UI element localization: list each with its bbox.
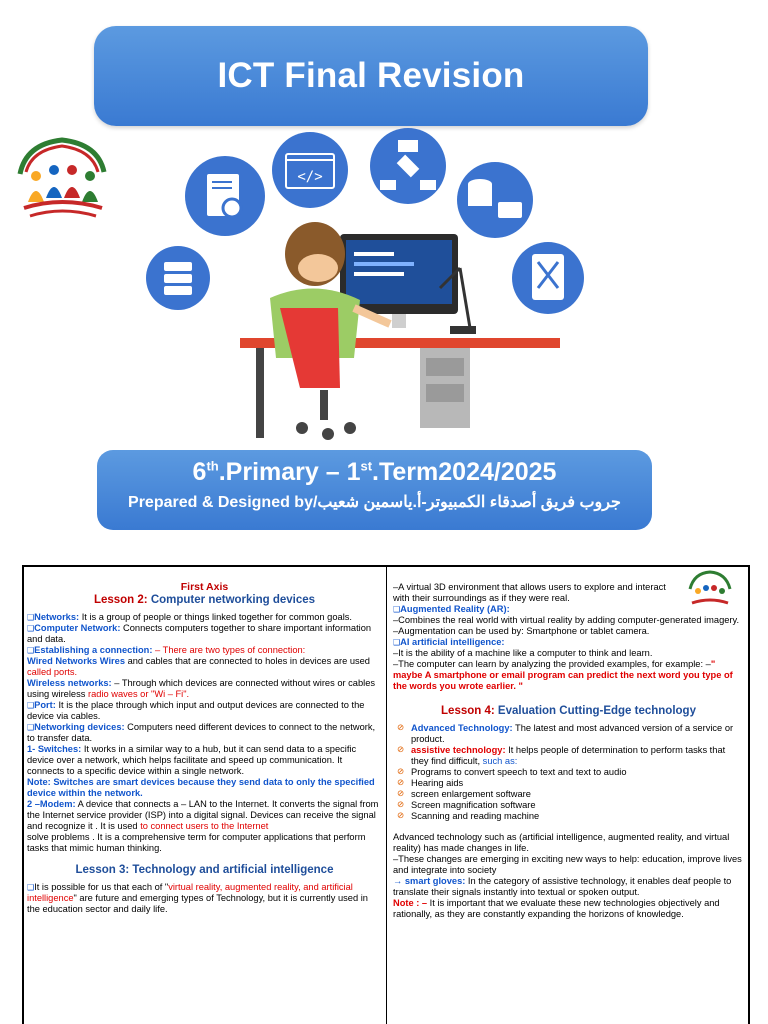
title-banner <box>94 26 648 126</box>
database-icon <box>457 162 533 238</box>
computer-network-def: ❑Computer Network: Connects computers together to share important information and data. <box>27 623 372 644</box>
ai-term: ❑AI artificial intelligence: <box>393 637 505 647</box>
evaluation-note: Note : – It is important that we evaluate these new technologies objectively and rationally, as they are constantly expanding the horizons of knowledge. <box>393 898 720 919</box>
assistive-tech-item: ⊘ assistive technology: It helps people of determination to perform tasks that they find difficult, such as: <box>397 745 726 766</box>
checkbox-bullet-icon: ❑ <box>27 646 35 655</box>
modem-def: 2 –Modem: A device that connects a – LAN to the Internet. It converts the signal from the Internet service provider (ISP) into a digital signal. Devices can receive the signal and recognize it . It is used to connect users to the Internet <box>27 799 379 831</box>
ai-def2: –The computer can learn by analyzing the provided examples, for example: –" maybe A smartphone or email program can predict the next word you type of the words you wrote earlier. " <box>393 659 733 691</box>
checkbox-bullet-icon: ❑ <box>27 624 35 633</box>
bullet-icon: ⊘ <box>397 723 405 733</box>
lesson4-number: Lesson 4: <box>441 705 495 717</box>
ar-def2: –Augmentation can be used by: Smartphone or tablet camera. <box>393 626 650 636</box>
list-item: ⊘ Programs to convert speech to text and text to audio <box>397 767 627 777</box>
advanced-tech-item: ⊘ Advanced Technology: The latest and most advanced version of a service or product. <box>397 723 734 744</box>
revision-sheet <box>22 565 750 1024</box>
grade-level: .Primary – 1 <box>218 458 361 486</box>
wired-def: Wired Networks Wires and cables that are connected to holes in devices are used called ports. <box>27 656 370 677</box>
bullet-icon: ⊘ <box>397 745 405 755</box>
list-item: ⊘ Screen magnification software <box>397 800 536 810</box>
ai-solve-text: solve problems . It is a comprehensive term for computer applications that perform tasks that mimic human thinking. <box>27 832 366 853</box>
vr-def: –A virtual 3D environment that allows users to explore and interact with their surroundings as if they were real. <box>393 582 666 603</box>
grade-term-line <box>97 458 652 487</box>
axis-title: First Axis <box>180 581 229 593</box>
bullet-icon: ⊘ <box>397 800 405 810</box>
emerging-text: –These changes are emerging in exciting new ways to help: education, improve lives and integrate into society <box>393 854 742 875</box>
switches-def: 1- Switches: It works in a similar way to a hub, but it can send data to a specific device over a network, which helps facilitate and speed up communication. It connects to a specific device within a single network. <box>27 744 357 776</box>
lesson4-title <box>393 706 744 717</box>
bullet-icon: ⊘ <box>397 789 405 799</box>
checkbox-bullet-icon: ❑ <box>393 605 401 614</box>
svg-text:</>: </> <box>297 169 323 185</box>
term-year: .Term2024/2025 <box>372 458 557 486</box>
flowchart-icon <box>370 128 446 204</box>
wireless-def: Wireless networks: – Through which devices are connected without wires or cables using wireless radio waves or "Wi – Fi". <box>27 678 376 699</box>
author-name: جروب فريق أصدقاء الكمبيوتر-أ.ياسمين شعيب <box>317 494 621 511</box>
lesson2-number: Lesson 2: <box>93 594 148 606</box>
term-suffix: st <box>360 458 373 474</box>
prepared-by-line <box>97 492 652 512</box>
networks-def: ❑Networks: It is a group of people or things linked together for common goals. <box>27 612 352 622</box>
document-title: ICT Final Revision <box>217 56 525 95</box>
bullet-icon: ⊘ <box>397 778 405 788</box>
ar-def1: –Combines the real world with virtual reality by adding computer-generated imagery. <box>393 615 740 625</box>
server-icon <box>146 246 210 310</box>
assistive-list <box>393 723 744 822</box>
code-window-icon <box>272 132 348 208</box>
grade-banner <box>97 450 652 530</box>
switches-note: Note: Switches are smart devices because they send data to only the specified device within the network. <box>27 777 375 798</box>
ai-def1: –It is the ability of a machine like a computer to think and learn. <box>393 648 653 658</box>
bullet-icon: ⊘ <box>397 767 405 777</box>
prepared-by-label: Prepared & Designed by/ <box>128 494 318 511</box>
list-item: ⊘ Hearing aids <box>397 778 464 788</box>
checkbox-bullet-icon: ❑ <box>393 638 401 647</box>
networking-devices-def: ❑Networking devices: Computers need different devices to connect to the network, to transfer data. <box>27 722 376 743</box>
list-item: ⊘ Scanning and reading machine <box>397 811 540 821</box>
smart-gloves-def: → smart gloves: In the category of assistive technology, it enables deaf people to translate their signals instantly into textual or spoken output. <box>393 876 732 897</box>
left-column <box>24 567 386 1024</box>
port-def: ❑Port: It is the place through which input and output devices are connected to the device via cables. <box>27 700 365 721</box>
checkbox-bullet-icon: ❑ <box>27 701 35 710</box>
group-logo-icon <box>6 132 118 222</box>
settings-document-icon <box>185 156 265 236</box>
lesson3-title: Lesson 3: Technology and artificial intelligence <box>75 864 334 876</box>
grade-suffix: th <box>206 458 219 474</box>
bullet-icon: ⊘ <box>397 811 405 821</box>
ar-term: ❑Augmented Reality (AR): <box>393 604 510 614</box>
lesson4-name: Evaluation Cutting-Edge technology <box>494 705 696 717</box>
lesson2-title <box>27 595 382 606</box>
grade-number: 6 <box>192 458 207 486</box>
changes-text: Advanced technology such as (artificial intelligence, augmented reality, and virtual reality) has made changes in life. <box>393 832 730 853</box>
checkbox-bullet-icon: ❑ <box>27 723 35 732</box>
lesson3-intro: ❑It is possible for us that each of "virtual reality, augmented reality, and artificial intelligence" are future and emerging types of Technology, but it is currently used in the education sector and daily life. <box>27 882 368 914</box>
developer-illustration <box>140 128 620 448</box>
establishing-def: ❑Establishing a connection: – There are two types of connection: <box>27 645 306 655</box>
group-logo-icon <box>684 569 736 611</box>
tools-tablet-icon <box>512 242 584 314</box>
checkbox-bullet-icon: ❑ <box>27 613 35 622</box>
checkbox-bullet-icon: ❑ <box>27 883 35 892</box>
lesson2-name: Computer networking devices <box>147 594 316 606</box>
right-column <box>386 567 750 1024</box>
list-item: ⊘ screen enlargement software <box>397 789 531 799</box>
